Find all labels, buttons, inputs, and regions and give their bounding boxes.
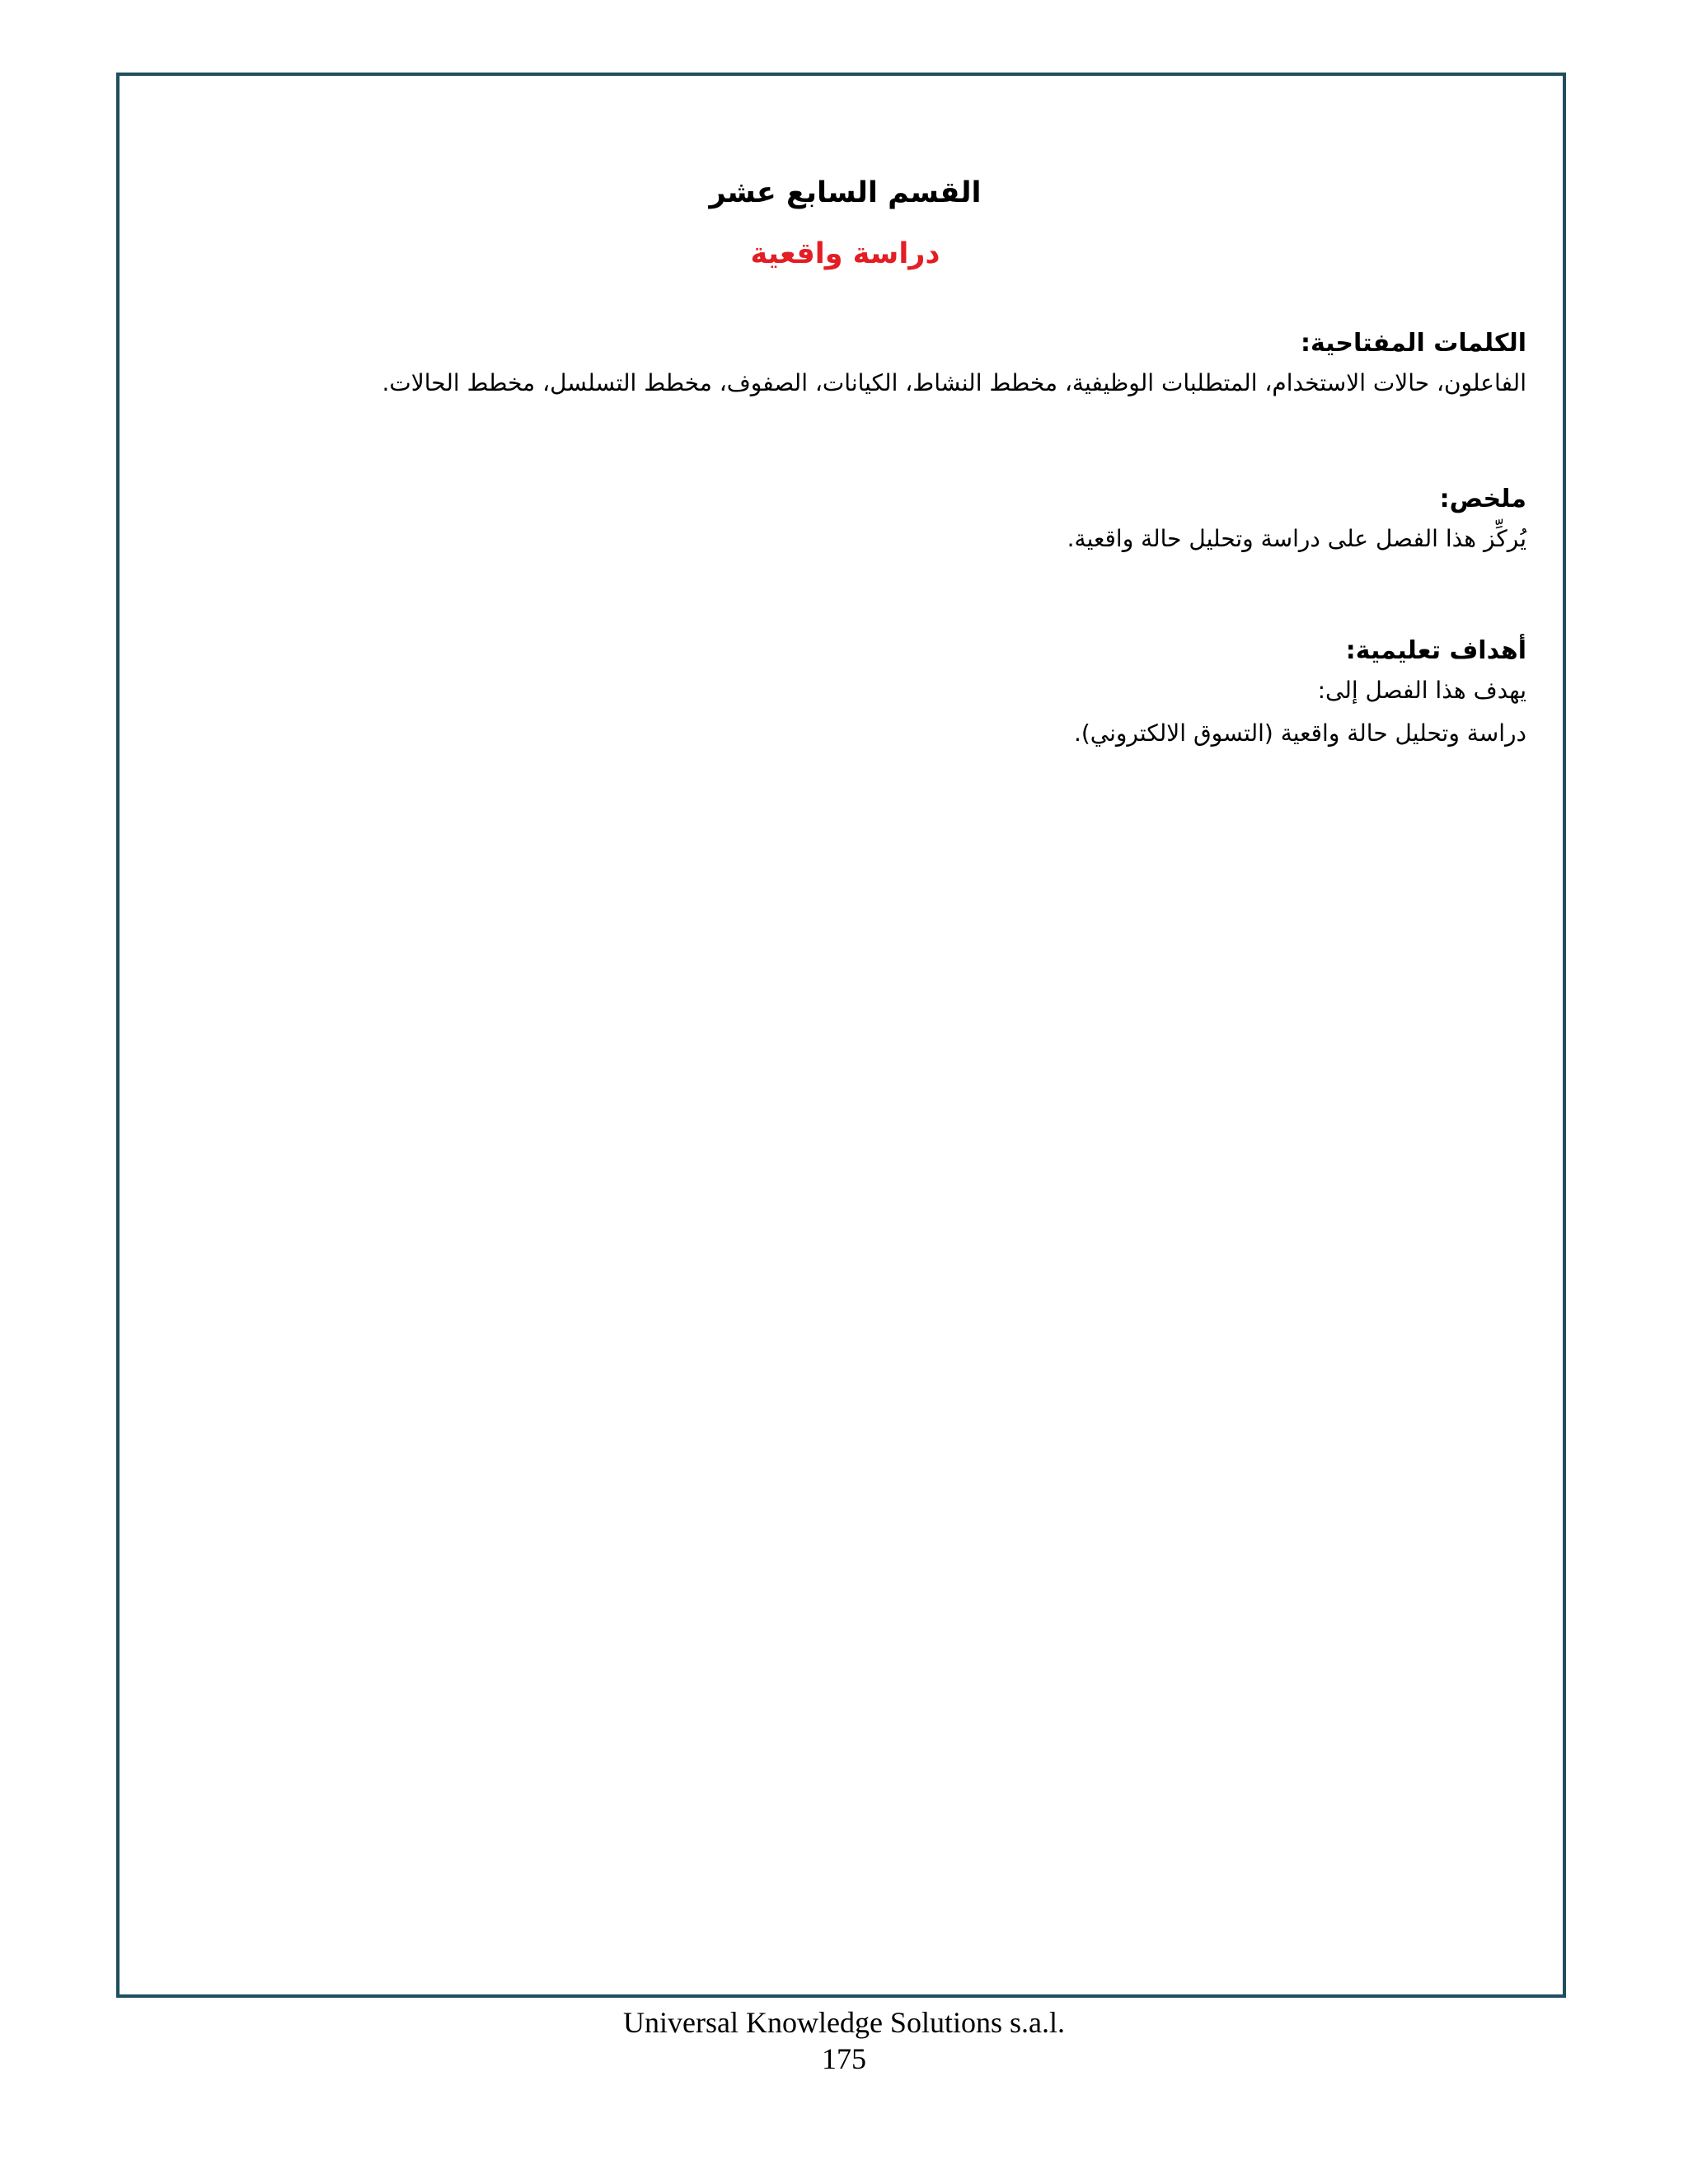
keywords-heading: الكلمات المفتاحية:: [1300, 329, 1526, 358]
objectives-section: [156, 633, 1526, 755]
page-footer: [0, 2004, 1688, 2077]
summary-heading: ملخص:: [1439, 485, 1526, 513]
page-number: 175: [822, 2042, 866, 2075]
objectives-heading: أهداف تعليمية:: [1345, 636, 1526, 665]
page-frame: [116, 73, 1566, 1998]
objectives-item: دراسة وتحليل حالة واقعية (التسوق الالكتروني).: [1073, 719, 1526, 747]
summary-text: يُركِّز هذا الفصل على دراسة وتحليل حالة واقعية.: [1067, 525, 1526, 552]
summary-section: [156, 481, 1526, 560]
section-title: القسم السابع عشر: [709, 176, 982, 209]
objectives-intro: يهدف هذا الفصل إلى:: [1317, 677, 1526, 704]
publisher-name: Universal Knowledge Solutions s.a.l.: [623, 2006, 1065, 2039]
chapter-title: دراسة واقعية: [750, 237, 940, 270]
page-content: [120, 76, 1563, 1994]
keywords-section: [156, 326, 1526, 405]
keywords-text: الفاعلون، حالات الاستخدام، المتطلبات الوظيفية، مخطط النشاط، الكيانات، الصفوف، مخطط التسلسل، مخطط الحالات.: [382, 369, 1526, 396]
